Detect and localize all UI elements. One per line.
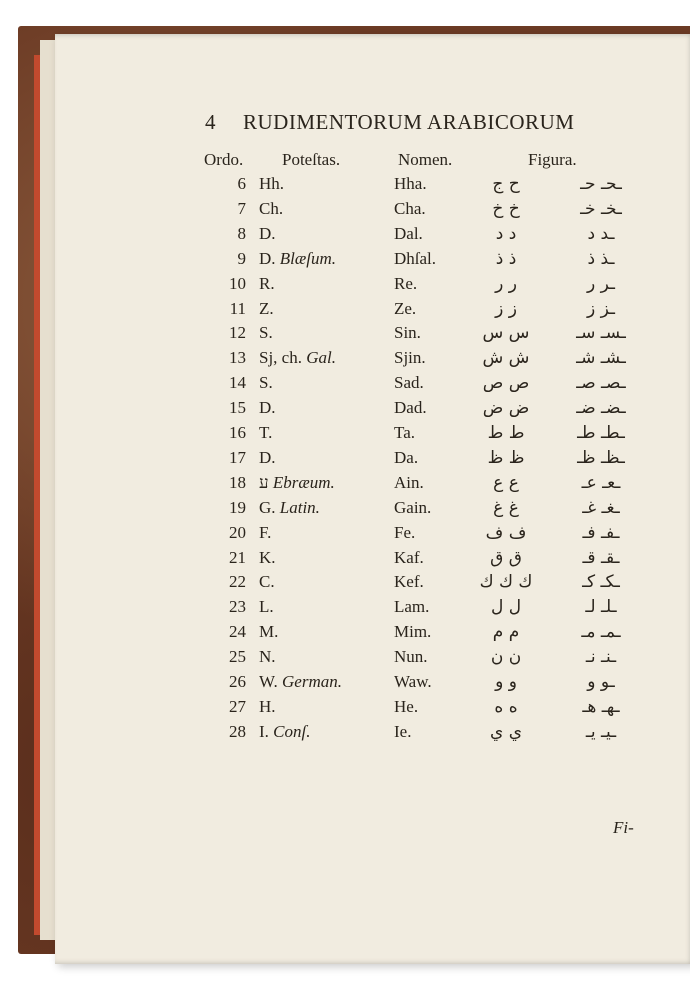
potestas-text: Z. [259,298,274,318]
figura-final-cell: ط ط [487,423,525,443]
table-row [0,199,690,224]
nomen-cell: Kef. [394,572,424,592]
potestas-cell [259,647,276,667]
figura-initial-cell: ـظـ ظـ [577,447,625,468]
potestas-italic: Gal. [306,348,336,368]
figura-initial-cell: ـهـ هـ [582,696,620,717]
potestas-cell [259,398,276,418]
table-row [0,523,690,548]
ordo-cell: 6 [237,174,246,193]
potestas-cell [259,572,275,592]
table-row [0,647,690,672]
potestas-text: F. [259,522,272,542]
nomen-cell: Ze. [394,298,417,318]
potestas-text: D. [259,223,276,243]
ordo-cell: 7 [237,198,246,218]
table-row [0,348,690,373]
nomen-cell: Ain. [394,472,424,492]
figura-initial-cell: ـغـ غـ [582,497,620,518]
nomen-cell: Gain. [394,497,432,517]
table-row [0,722,690,747]
table-row [0,224,690,249]
figura-final-cell: غ غ [493,497,519,518]
nomen-cell: Lam. [394,597,430,617]
potestas-italic: Ebræum. [272,472,335,492]
potestas-italic: Conſ. [273,721,311,741]
column-head-potestas: Poteſtas. [282,150,341,169]
column-head-figura: Figura. [528,150,577,169]
nomen-cell: Cha. [394,198,426,218]
potestas-italic: Latin. [279,497,320,517]
table-row [0,597,690,622]
potestas-italic: German. [282,672,342,691]
potestas-cell [259,523,271,543]
nomen-cell: Ta. [394,423,415,442]
potestas-cell [259,199,283,219]
figura-initial-cell: ـكـ كـ [582,572,620,593]
potestas-text: G. [259,497,276,517]
potestas-cell [259,224,276,244]
ordo-cell: 8 [237,223,246,243]
ordo-cell: 11 [229,298,246,318]
table-row [0,672,690,697]
potestas-cell [259,697,276,717]
figura-initial-cell: ـسـ سـ [576,323,626,344]
figura-initial-cell: ـطـ طـ [577,423,625,443]
figura-final-cell: م م [492,622,520,643]
potestas-text: K. [259,547,276,567]
figura-final-cell: د د [495,223,517,244]
figura-final-cell: ص ص [482,373,530,394]
figura-initial-cell: ـز ز [587,298,615,319]
table-row [0,548,690,573]
figura-final-cell: و و [495,672,517,692]
potestas-cell [259,448,276,468]
potestas-text: H. [259,696,276,716]
nomen-cell: Sad. [394,373,424,393]
potestas-text: L. [259,597,274,617]
nomen-cell: Sin. [394,323,421,343]
figura-initial-cell: ـر ر [587,273,615,294]
figura-final-cell: ز ز [495,298,517,319]
figura-final-cell: ك ك ك [479,572,533,593]
ordo-cell: 14 [229,373,246,393]
figura-initial-cell: ـو و [587,672,615,692]
ordo-cell: 21 [229,547,246,567]
figura-final-cell: ه ه [494,696,518,717]
nomen-cell: Waw. [394,672,432,691]
column-head-ordo: Ordo. [204,150,244,169]
figura-initial-cell: ـمـ مـ [581,622,621,643]
potestas-cell [259,548,276,568]
potestas-cell [259,299,274,319]
potestas-text: ע [259,472,269,492]
potestas-cell [259,348,336,368]
ordo-cell: 9 [237,248,246,268]
figura-initial-cell: ـد د [587,223,615,244]
nomen-cell: Dhſal. [394,248,437,268]
potestas-cell [259,274,275,294]
potestas-cell [259,423,272,443]
figura-final-cell: ن ن [490,647,522,668]
potestas-italic: Blæſum. [279,248,336,268]
ordo-cell: 28 [229,721,246,741]
figura-final-cell: ع ع [493,472,519,493]
table-row [0,572,690,597]
column-head-nomen: Nomen. [398,150,453,169]
nomen-cell: Re. [394,273,418,293]
figura-final-cell: ر ر [495,273,517,294]
ordo-cell: 15 [229,398,246,418]
potestas-text: I. [259,721,269,741]
potestas-text: M. [259,622,279,642]
potestas-text: N. [259,647,276,667]
potestas-cell [259,597,274,617]
table-row [0,423,690,448]
potestas-text: D. [259,398,276,418]
potestas-cell [259,174,284,194]
page-number: 4 [205,110,216,134]
nomen-cell: Sjin. [394,348,426,368]
table-row [0,174,690,199]
potestas-text: R. [259,273,275,293]
nomen-cell: He. [394,696,419,716]
ordo-cell: 19 [229,497,246,517]
potestas-text: Sj, ch. [259,348,302,368]
figura-initial-cell: ـلـ لـ [585,597,617,618]
ordo-cell: 10 [229,273,246,293]
potestas-cell [259,672,342,692]
ordo-cell: 23 [229,597,246,617]
figura-initial-cell: ـشـ شـ [576,348,626,369]
nomen-cell: Kaf. [394,547,424,567]
figura-initial-cell: ـقـ قـ [582,547,620,568]
nomen-cell: Ie. [394,721,412,741]
ordo-cell: 26 [229,672,246,691]
potestas-cell [259,622,278,642]
figura-initial-cell: ـنـ نـ [585,647,617,668]
figura-initial-cell: ـفـ فـ [582,522,620,543]
figura-final-cell: ش ش [482,348,530,369]
ordo-cell: 13 [229,348,246,368]
figura-initial-cell: ـحـ حـ [580,174,622,194]
table-row [0,697,690,722]
nomen-cell: Fe. [394,522,416,542]
ordo-cell: 20 [229,522,246,542]
running-title: RUDIMENTORUM ARABICORUM [243,110,575,134]
table-row [0,473,690,498]
potestas-text: S. [259,323,273,343]
nomen-cell: Hha. [394,174,427,193]
catchword: Fi- [613,818,634,837]
figura-initial-cell: ـذ ذ [587,248,615,269]
ordo-cell: 24 [229,622,246,642]
ordo-cell: 22 [229,572,246,592]
potestas-cell [259,722,310,742]
figura-initial-cell: ـخـ خـ [580,198,622,219]
ordo-cell: 25 [229,647,246,667]
nomen-cell: Dad. [394,398,427,418]
ordo-cell: 17 [229,447,246,467]
potestas-text: S. [259,373,273,393]
potestas-cell [259,498,320,518]
table-row [0,498,690,523]
figura-final-cell: ح ج [492,174,520,194]
table-row [0,398,690,423]
figura-initial-cell: ـصـ صـ [576,373,626,394]
ordo-cell: 16 [229,423,246,442]
figura-final-cell: ذ ذ [495,248,517,269]
nomen-cell: Mim. [394,622,432,642]
potestas-cell [259,249,336,269]
nomen-cell: Da. [394,447,419,467]
table-row [0,323,690,348]
potestas-text: Ch. [259,198,284,218]
figura-final-cell: س س [482,323,530,344]
figura-initial-cell: ـعـ عـ [581,472,621,493]
figura-initial-cell: ـضـ ضـ [576,398,626,419]
figura-final-cell: ظ ظ [487,447,525,468]
nomen-cell: Dal. [394,223,423,243]
ordo-cell: 27 [229,696,246,716]
potestas-cell [259,473,335,493]
table-row [0,448,690,473]
potestas-cell [259,373,273,393]
table-row [0,622,690,647]
nomen-cell: Nun. [394,647,428,667]
figura-final-cell: ف ف [485,522,527,543]
ordo-cell: 18 [229,472,246,492]
potestas-text: D. [259,447,276,467]
figura-final-cell: ق ق [490,547,522,568]
ordo-cell: 12 [229,323,246,343]
figura-final-cell: خ خ [492,198,520,219]
table-row [0,373,690,398]
table-row [0,299,690,324]
potestas-text: D. [259,248,276,268]
figura-initial-cell: ـيـ يـ [585,721,617,742]
table-row [0,249,690,274]
potestas-cell [259,323,273,343]
figura-final-cell: ض ض [482,398,530,419]
potestas-text: T. [259,423,273,442]
figura-final-cell: ل ل [490,597,522,618]
running-header [205,110,605,135]
potestas-text: Hh. [259,174,285,193]
figura-final-cell: ي ي [489,721,523,742]
potestas-text: C. [259,572,275,592]
potestas-text: W. [259,672,278,691]
table-row [0,274,690,299]
